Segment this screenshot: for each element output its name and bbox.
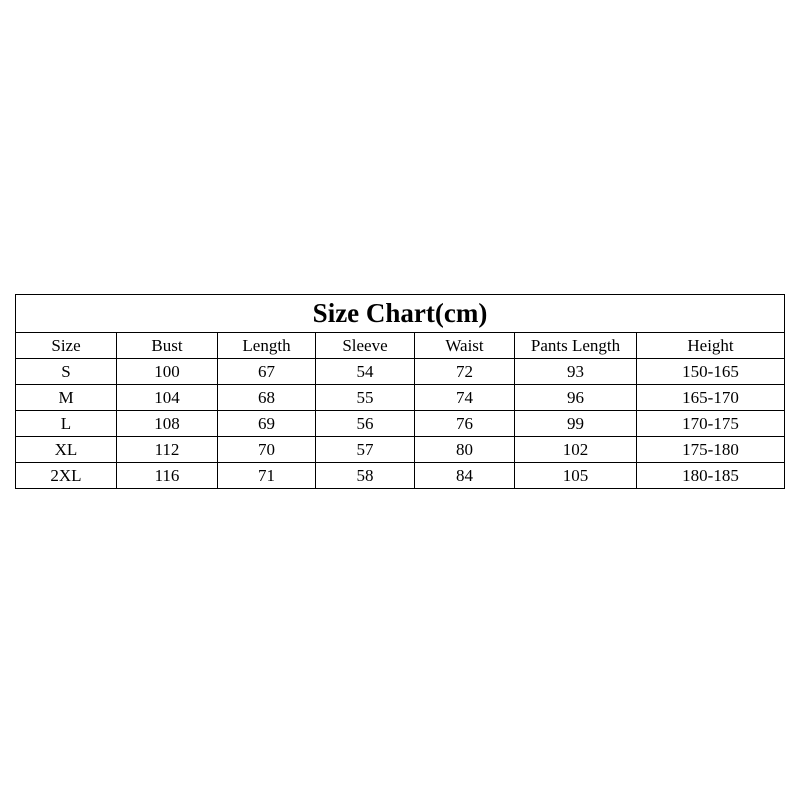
table-cell: 54 (316, 359, 415, 385)
table-cell: 104 (117, 385, 218, 411)
table-cell: 105 (515, 463, 637, 489)
column-header-length: Length (218, 333, 316, 359)
column-header-sleeve: Sleeve (316, 333, 415, 359)
table-row (16, 463, 785, 489)
column-header-waist: Waist (415, 333, 515, 359)
size-chart-table (15, 294, 785, 489)
table-row (16, 411, 785, 437)
table-cell: 112 (117, 437, 218, 463)
table-cell: 68 (218, 385, 316, 411)
table-cell: 102 (515, 437, 637, 463)
table-cell: 2XL (16, 463, 117, 489)
table-cell: 93 (515, 359, 637, 385)
table-cell: 58 (316, 463, 415, 489)
table-cell: 56 (316, 411, 415, 437)
table-cell: 70 (218, 437, 316, 463)
table-cell: 80 (415, 437, 515, 463)
table-row (16, 359, 785, 385)
table-cell: 55 (316, 385, 415, 411)
table-cell: 116 (117, 463, 218, 489)
table-cell: 74 (415, 385, 515, 411)
title-row (16, 295, 785, 333)
table-cell: 99 (515, 411, 637, 437)
table-cell: 180-185 (637, 463, 785, 489)
table-row (16, 437, 785, 463)
table-cell: XL (16, 437, 117, 463)
table-cell: M (16, 385, 117, 411)
header-row (16, 333, 785, 359)
table-cell: 72 (415, 359, 515, 385)
table-cell: 108 (117, 411, 218, 437)
chart-title: Size Chart(cm) (16, 295, 785, 333)
table-cell: 150-165 (637, 359, 785, 385)
column-header-size: Size (16, 333, 117, 359)
table-cell: 100 (117, 359, 218, 385)
column-header-pants-length: Pants Length (515, 333, 637, 359)
table-cell: 96 (515, 385, 637, 411)
table-cell: L (16, 411, 117, 437)
table-cell: 76 (415, 411, 515, 437)
table-cell: 165-170 (637, 385, 785, 411)
table-cell: 175-180 (637, 437, 785, 463)
table-cell: 170-175 (637, 411, 785, 437)
table-cell: S (16, 359, 117, 385)
table-row (16, 385, 785, 411)
column-header-height: Height (637, 333, 785, 359)
table-cell: 71 (218, 463, 316, 489)
column-header-bust: Bust (117, 333, 218, 359)
table-cell: 69 (218, 411, 316, 437)
table-cell: 67 (218, 359, 316, 385)
table-cell: 57 (316, 437, 415, 463)
table-cell: 84 (415, 463, 515, 489)
size-chart (15, 294, 784, 493)
